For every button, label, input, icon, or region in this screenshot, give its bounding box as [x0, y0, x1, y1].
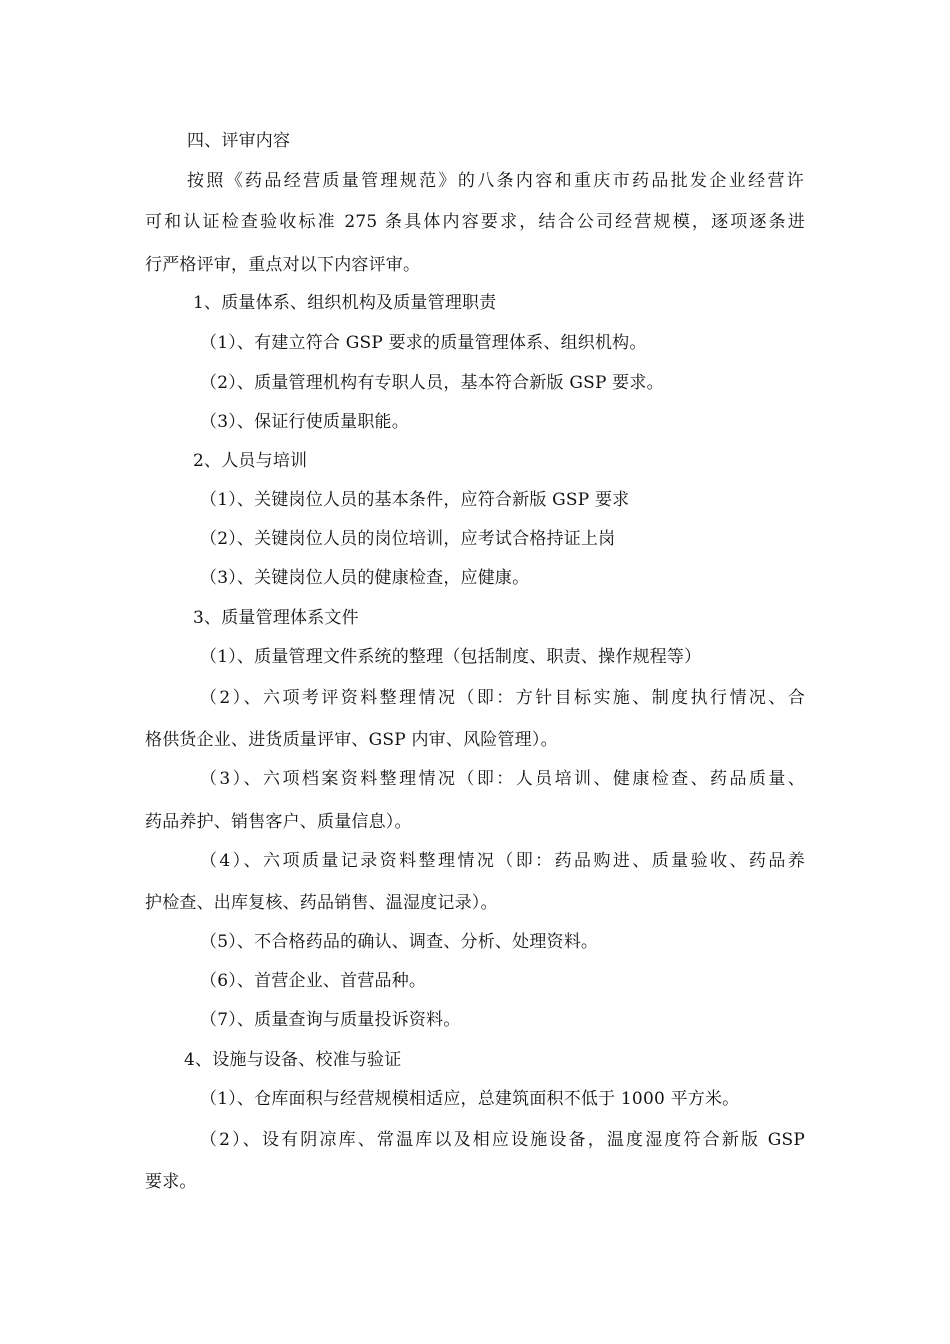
- section2-item-2: （2）、关键岗位人员的岗位培训，应考试合格持证上岗: [200, 529, 616, 549]
- section4-title: 4、设施与设备、校准与验证: [184, 1050, 402, 1070]
- section2-item-1: （1）、关键岗位人员的基本条件，应符合新版 GSP 要求: [200, 490, 630, 510]
- section3-title: 3、质量管理体系文件: [193, 608, 359, 628]
- section-heading: 四、评审内容: [187, 131, 291, 151]
- section1-title: 1、质量体系、组织机构及质量管理职责: [193, 293, 497, 313]
- section3-item-5: （5）、不合格药品的确认、调查、分析、处理资料。: [200, 932, 599, 952]
- intro-line-2: 可和认证检查验收标准 275 条具体内容要求，结合公司经营规模，逐项逐条进: [145, 212, 805, 232]
- section2-item-3: （3）、关键岗位人员的健康检查，应健康。: [200, 568, 530, 588]
- section4-item-1: （1）、仓库面积与经营规模相适应，总建筑面积不低于 1000 平方米。: [200, 1089, 740, 1109]
- section3-item-7: （7）、质量查询与质量投诉资料。: [200, 1010, 461, 1030]
- section3-item-2-line-1: （2）、六项考评资料整理情况（即：方针目标实施、制度执行情况、合: [200, 688, 805, 708]
- intro-line-1: 按照《药品经营质量管理规范》的八条内容和重庆市药品批发企业经营许: [187, 171, 804, 191]
- section2-title: 2、人员与培训: [193, 451, 308, 471]
- section4-item-2-line-2: 要求。: [145, 1172, 197, 1192]
- section1-item-2: （2）、质量管理机构有专职人员，基本符合新版 GSP 要求。: [200, 373, 664, 393]
- section3-item-6: （6）、首营企业、首营品种。: [200, 971, 427, 991]
- section3-item-3-line-2: 药品养护、销售客户、质量信息）。: [145, 812, 412, 832]
- section3-item-4-line-1: （4）、六项质量记录资料整理情况（即：药品购进、质量验收、药品养: [200, 851, 805, 871]
- section3-item-2-line-2: 格供货企业、进货质量评审、GSP 内审、风险管理）。: [145, 730, 558, 750]
- section1-item-3: （3）、保证行使质量职能。: [200, 412, 409, 432]
- section4-item-2-line-1: （2）、设有阴凉库、常温库以及相应设施设备，温度湿度符合新版 GSP: [200, 1130, 805, 1150]
- section3-item-1: （1）、质量管理文件系统的整理（包括制度、职责、操作规程等）: [200, 647, 702, 667]
- intro-line-3: 行严格评审，重点对以下内容评审。: [145, 255, 421, 275]
- section3-item-3-line-1: （3）、六项档案资料整理情况（即：人员培训、健康检查、药品质量、: [200, 769, 805, 789]
- section1-item-1: （1）、有建立符合 GSP 要求的质量管理体系、组织机构。: [200, 333, 647, 353]
- section3-item-4-line-2: 护检查、出库复核、药品销售、温湿度记录）。: [145, 893, 498, 913]
